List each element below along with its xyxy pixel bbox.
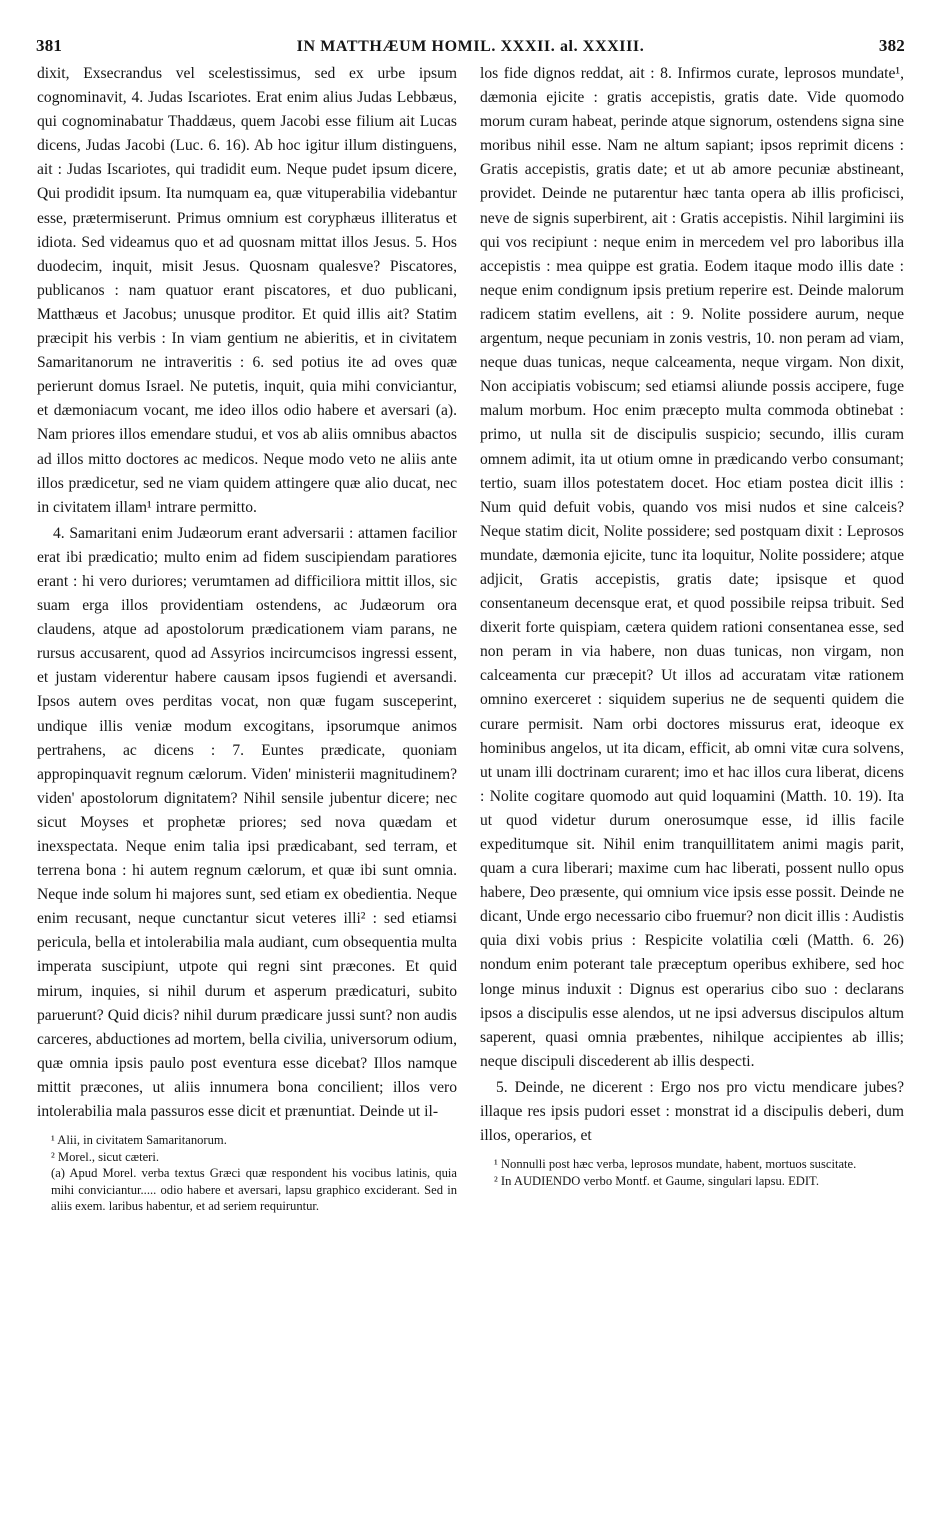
footnote: ² In AUDIENDO verbo Montf. et Gaume, singulari lapsu. EDIT. [494,1173,819,1188]
footnote: (a) Apud Morel. verba textus Græci quæ respondent his vocibus latinis, quia mihi conviciantur..... odio habere et aversari, lapsu graphico exciderant. Sed in aliis exem. laribus habentur, et ad seriem requiruntur. [51,1166,457,1214]
running-title: IN MATTHÆUM HOMIL. XXXII. al. XXXIII. [296,38,645,55]
left-paragraph-1: dixit, Exsecrandus vel scelestissimus, sed ex urbe ipsum cognominavit, 4. Judas Iscariotes. Erat enim alius Judas Lebbæus, qui cognominabatur Thaddæus, quem Jacobi esse filium ait Lucas dicens, Judas Jacobi (Luc. 6. 16). Ab hoc igitur illum distinguens, ait : Judas Iscariotes, qui tradidit eum. Neque pudet ipsum dicere, Qui prodidit ipsum. Ita numquam ea, quæ vituperabilia videbantur esse, prætermiserunt. Primus omnium est coryphæus illiteratus et idiota. Sed videamus quo et ad quosnam mittat illos Jesus. 5. Hos duodecim, inquit, misit Jesus. Quosnam qualesve? Piscatores, publicanos : nam quatuor erant piscatores, et duo publicani, Matthæus et Jacobus; unusque proditor. Et quid illis ait? Statim præcipit his verbis : In viam gentium ne abieritis, et in civitatem Samaritanorum ne intraveritis : 6. sed potius ite ad oves quæ perierunt domus Israel. Ne putetis, inquit, quia mihi conviciantur, et dæmoniacum vocant, me ideo illos odio habere et aversari (a). Nam priores illos emendare studui, et vos ab aliis omnibus abactos ad illos mitto doctores ac medicos. Neque modo veto ne aliis ante illos prædicetur, sed ne viam quidem attingere quæ alio ducat, nec in civitatem illam¹ intrare permitto. [37,65,457,516]
page-number-left: 381 [36,36,63,55]
right-paragraph-2: 5. Deinde, ne dicerent : Ergo nos pro victu mendicare jubes? illaque res ipsis pudori esset : monstrat id a discipulis deberi, dum illos, operarios, et [480,1078,904,1145]
right-column [480,62,904,1510]
left-column [37,62,457,1510]
footnote: ¹ Nonnulli post hæc verba, leprosos mundate, habent, mortuos suscitate. [494,1157,857,1172]
footnote: ¹ Alii, in civitatem Samaritanorum. [51,1133,227,1148]
left-footnotes [37,1128,457,1215]
page-number-right: 382 [878,36,905,55]
running-header [36,36,905,62]
right-footnotes [480,1152,904,1189]
left-paragraph-2: 4. Samaritani enim Judæorum erant adversarii : attamen facilior erat ibi prædicatio; multo enim ad fidem suscipiendam paratiores erant : hi vero duriores; verumtamen ad difficiliora mittit illos, sic suam erga illos providentiam ostendens, ac Judæorum ora claudens, atque ad apostolorum prædicationem viam parans, ne rursus accusarent, quod ad Assyrios incircumcisos ingressi essent, et justam viderentur habere causam ipsos fugiendi et aversandi. Ipsos autem oves perditas vocat, non quæ fugam susceperint, undique illis veniæ modum excogitans, ipsorumque animos pertrahens, ac dicens : 7. Euntes prædicate, quoniam appropinquavit regnum cælorum. Viden' ministerii magnitudinem? viden' apostolorum dignitatem? Nihil sensile jubentur dicere; nec sicut Moyses et prophetæ priores; sed nova quædam et inexspectata. Neque enim talia ipsi prædicabant, sed terram, et terrena bona : hi autem regnum cælorum, et quæ ibi sunt omnia. Neque inde solum hi majores sunt, sed etiam ex obedientia. Neque enim recusant, neque cunctantur sicut veteres illi² : sed etiamsi pericula, bella et intolerabilia mala audiant, cum obsequentia multa imperata suscipiunt, utpote qui regni sint præcones. Et quid mirum, inquies, si nihil durum et asperum prædicaturi, subito paruerunt? Quid dicis? nihil durum prædicare jussi sunt? non audis carceres, abductiones ad mortem, bella civilia, universorum odium, quæ omnia ipsis paulo post eventura esse dicebat? Illos namque mittit præcones, ut aliis innumera bona concilient; illos vero intolerabilia mala passuros esse dicit et prænuntiat. Deinde ut il- [37,524,457,1121]
footnote: ² Morel., sicut cæteri. [51,1149,160,1164]
right-paragraph-1: los fide dignos reddat, ait : 8. Infirmos curate, leprosos mundate¹, dæmonia ejicite : gratis accepistis, gratis date. Vide quomodo morum curam habeat, perinde atque signorum, ostendens signa sine moribus nihil esse. Nam ne altum sapiant; ipsos reprimit dicens : Gratis accepistis, gratis date; et ut ab amore pecuniæ abstineant, providet. Deinde ne putarentur hæc tanta opera ab illis proficisci, neve de signis superbirent, ait : Gratis accepistis. Nihil largimini iis qui vos recipiunt : neque enim in mercedem vel pro laboribus illa accepistis : mea quippe est gratia. Eodem itaque modo illis date : neque enim condignum ipsis pretium reperire est. Deinde malorum radicem statim evellens, ait : 9. Nolite possidere aurum, neque argentum, neque pecuniam in zonis vestris, 10. non peram ad viam, neque duas tunicas, neque calceamenta, neque virgam. Non dixit, Non accipiatis vobiscum; sed etiamsi aliunde possis accipere, fuge malum morbum. Hoc enim præcepto multa commoda obtinebat : primo, ut nulla sit de discipulis suspicio; secundo, illis curam omnem adimit, ita ut otium omne in prædicando verbo consumant; tertio, suam illos potestatem docet. Hoc etiam postea dicit illis : Num quid defuit vobis, quando vos misi nudos et sine calceis? Neque statim dicit, Nolite possidere; sed postquam dixit : Leprosos mundate, dæmonia ejicite, tunc ita loquitur, Nolite possidere; atque adjicit, Gratis accepistis, gratis date; ipsisque et quod consentaneum decensque erat, et quod possibile reipsa tribuit. Sed dixerit forte quispiam, cætera quidem rationi consentanea esse, sed non peram in via habere, non duas tunicas, non virgam, non calceamenta cur præcepit? Ut illos ad accuratam vitæ rationem omnino exerceret : siquidem superius ne de sequenti quidem die curare permisit. Nam orbi doctores missurus erat, ideoque ex hominibus angelos, ut ita dicam, efficit, ab omni vitæ cura solvens, ut unam illi doctrinam curarent; imo et hac illos cura liberat, dicens : Nolite cogitare quomodo aut quid loquamini (Matth. 10. 19). Ita ut quod videtur durum onerosumque esse, id illis facile expeditumque sit. Nihil enim tranquillitatem animi magis parit, quam a cura liberari; maxime cum hac liberati, possent nullo opus habere, Deo præsente, qui omnium vice ipsis esse possit. Deinde ne dicant, Unde ergo necessario cibo fruemur? non dicit illis : Audistis quia dixi vobis prius : Respicite volatilia cœli (Matth. 6. 26) nondum enim poterant tale præceptum operibus exhibere, sed hoc longe minus induxit : Dignus est operarius cibo suo : declarans ipsos a discipulis esse alendos, ut ne ipsi adversus discipulos altum saperent, quasi omnia præbentes, nihilque accipientes ab illis; neque discipuli discederent ab illis despecti. [480,65,904,1070]
